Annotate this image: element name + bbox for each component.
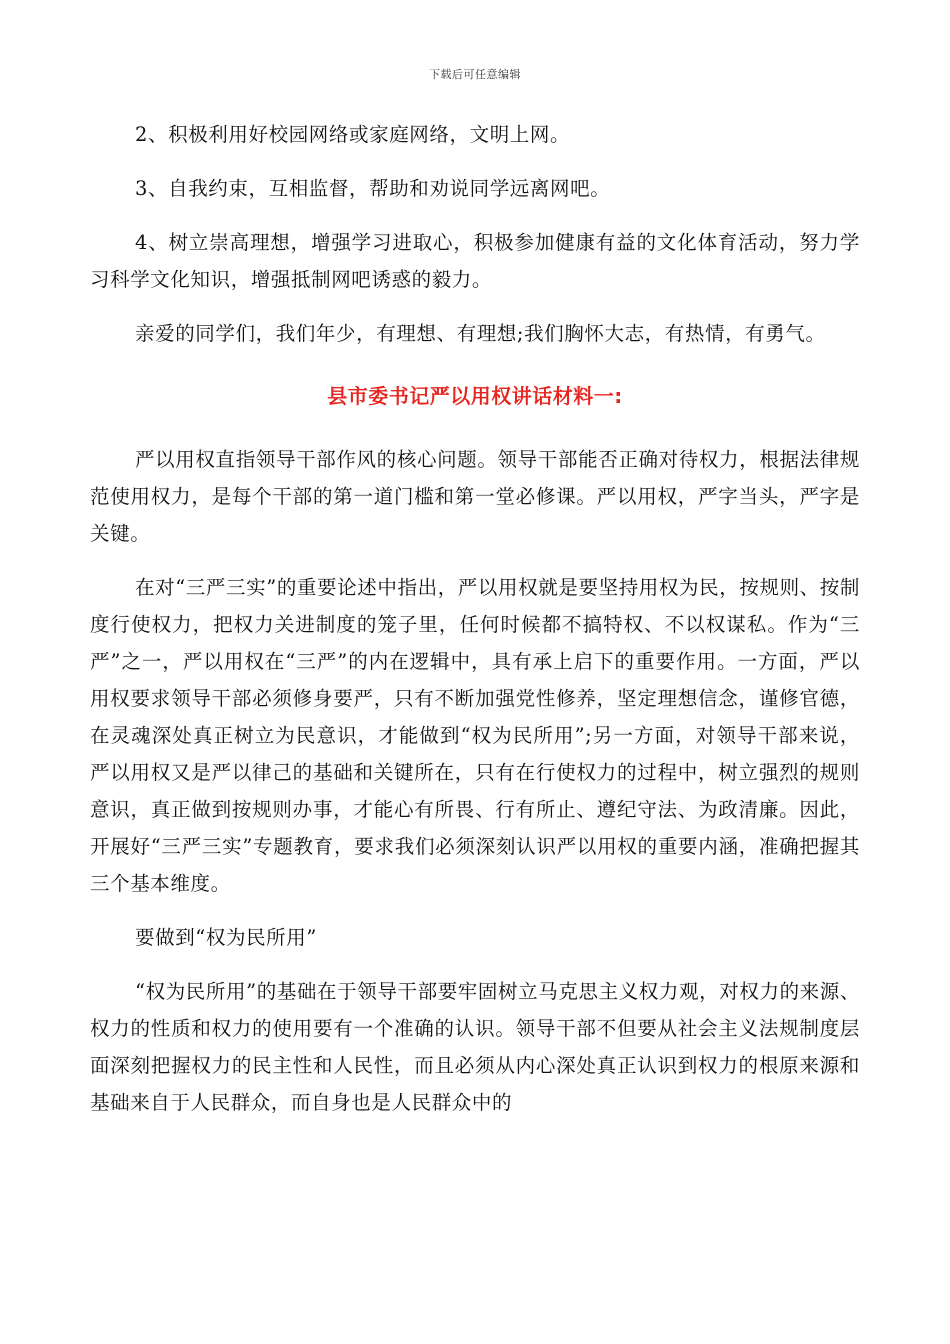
document-body	[90, 116, 860, 1121]
paragraph-power-for-people: “权为民所用”的基础在于领导干部要牢固树立马克思主义权力观，对权力的来源、权力的性质和权力的使用要有一个准确的认识。领导干部不但要从社会主义法规制度层面深刻把握权力的民主性和人民性，而且必须从内心深处真正认识到权力的根原来源和基础来自于人民群众，而自身也是人民群众中的	[90, 980, 860, 1114]
paragraph-item-2: 2、积极利用好校园网络或家庭网络，文明上网。	[135, 123, 571, 146]
section-heading: 县市委书记严以用权讲话材料一:	[327, 384, 623, 408]
subheading-paragraph: 要做到“权为民所用”	[135, 926, 317, 949]
paragraph-item-3: 3、自我约束，互相监督，帮助和劝说同学远离网吧。	[135, 177, 611, 200]
header-note: 下载后可任意编辑	[429, 68, 521, 81]
paragraph-main: 在对“三严三实”的重要论述中指出，严以用权就是要坚持用权为民，按规则、按制度行使权力，把权力关进制度的笼子里，任何时候都不搞特权、不以权谋私。作为“三严”之一，严以用权在“三严”的内在逻辑中，具有承上启下的重要作用。一方面，严以用权要求领导干部必须修身要严，只有不断加强党性修养，坚定理想信念，谨修官德，在灵魂深处真正树立为民意识，才能做到“权为民所用”;另一方面，对领导干部来说，严以用权又是严以律己的基础和关键所在，只有在行使权力的过程中，树立强烈的规则意识，真正做到按规则办事，才能心有所畏、行有所止、遵纪守法、为政清廉。因此，开展好“三严三实”专题教育，要求我们必须深刻认识严以用权的重要内涵，准确把握其三个基本维度。	[90, 576, 860, 895]
paragraph-item-4: 4、树立崇高理想，增强学习进取心，积极参加健康有益的文化体育活动，努力学习科学文化知识，增强抵制网吧诱惑的毅力。	[90, 231, 860, 291]
paragraph-closing: 亲爱的同学们，我们年少，有理想、有理想;我们胸怀大志，有热情，有勇气。	[135, 322, 826, 345]
paragraph-intro: 严以用权直指领导干部作风的核心问题。领导干部能否正确对待权力，根据法律规范使用权力，是每个干部的第一道门槛和第一堂必修课。严以用权，严字当头，严字是关键。	[90, 448, 860, 545]
